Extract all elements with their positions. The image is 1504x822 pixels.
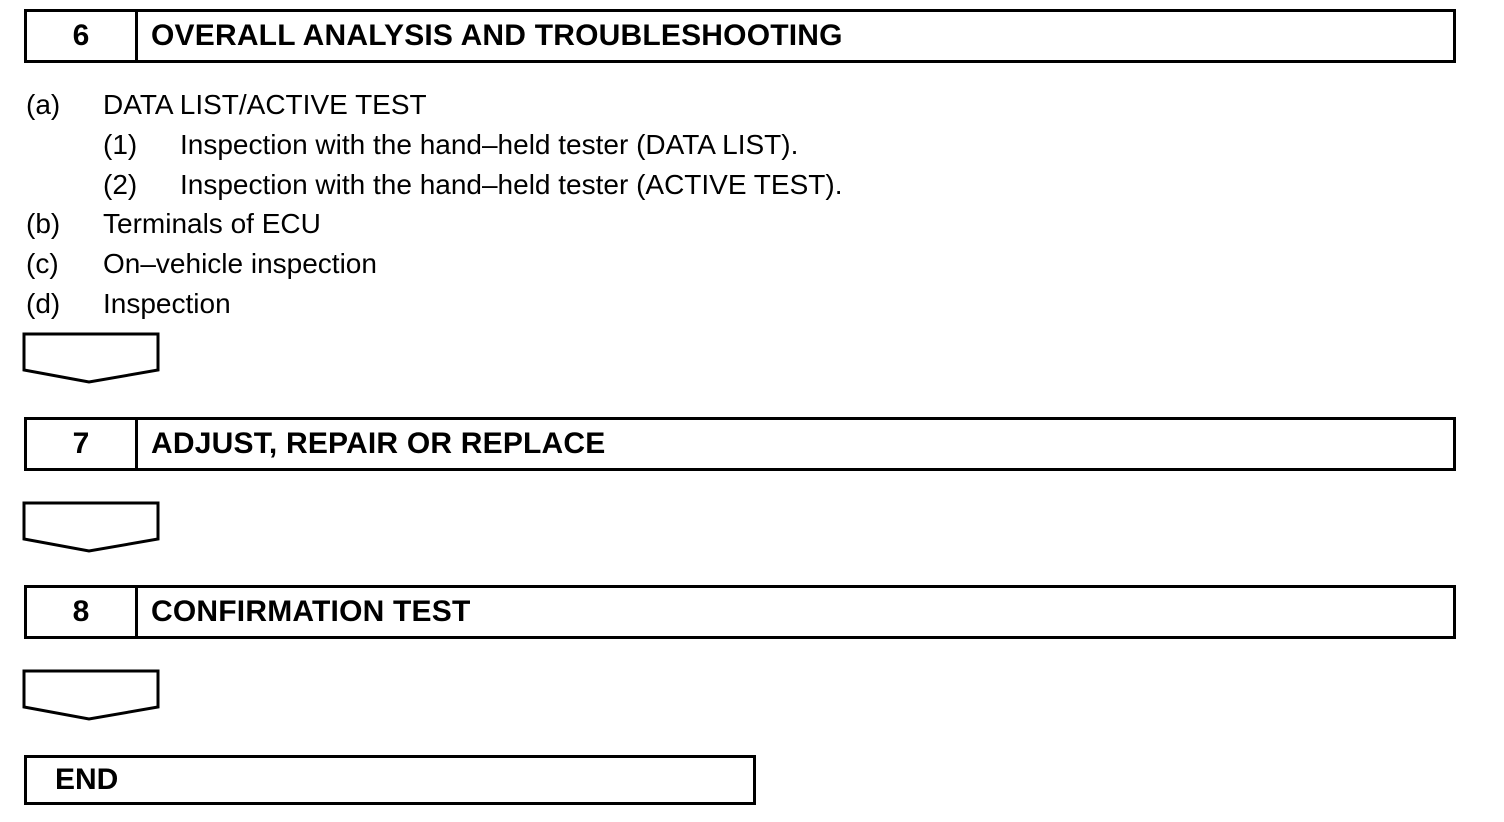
step-title: ADJUST, REPAIR OR REPLACE [151, 427, 606, 460]
item-label: (2) [103, 169, 138, 200]
step-title: OVERALL ANALYSIS AND TROUBLESHOOTING [151, 19, 843, 52]
flow-arrow-icon [22, 332, 162, 384]
item-text: DATA LIST/ACTIVE TEST [103, 89, 427, 120]
step-number: 7 [27, 420, 138, 468]
item-text: On–vehicle inspection [103, 248, 377, 279]
flow-arrow-icon [22, 669, 162, 721]
step-6-box [24, 9, 1456, 63]
item-text: Inspection with the hand–held tester (DATA LIST). [180, 129, 799, 160]
step-title: CONFIRMATION TEST [151, 595, 471, 628]
item-text: Inspection [103, 288, 231, 319]
step-7-box [24, 417, 1456, 471]
step-number: 6 [27, 12, 138, 60]
item-label: (c) [26, 248, 59, 279]
item-label: (d) [26, 288, 61, 319]
end-box [24, 755, 756, 805]
flow-arrow-icon [22, 501, 162, 553]
item-label: (b) [26, 208, 61, 239]
step-8-box [24, 585, 1456, 639]
item-label: (1) [103, 129, 138, 160]
item-text: Terminals of ECU [103, 208, 321, 239]
item-text: Inspection with the hand–held tester (ACTIVE TEST). [180, 169, 843, 200]
step-number: 8 [27, 588, 138, 636]
item-label: (a) [26, 89, 61, 120]
end-label: END [55, 763, 119, 796]
